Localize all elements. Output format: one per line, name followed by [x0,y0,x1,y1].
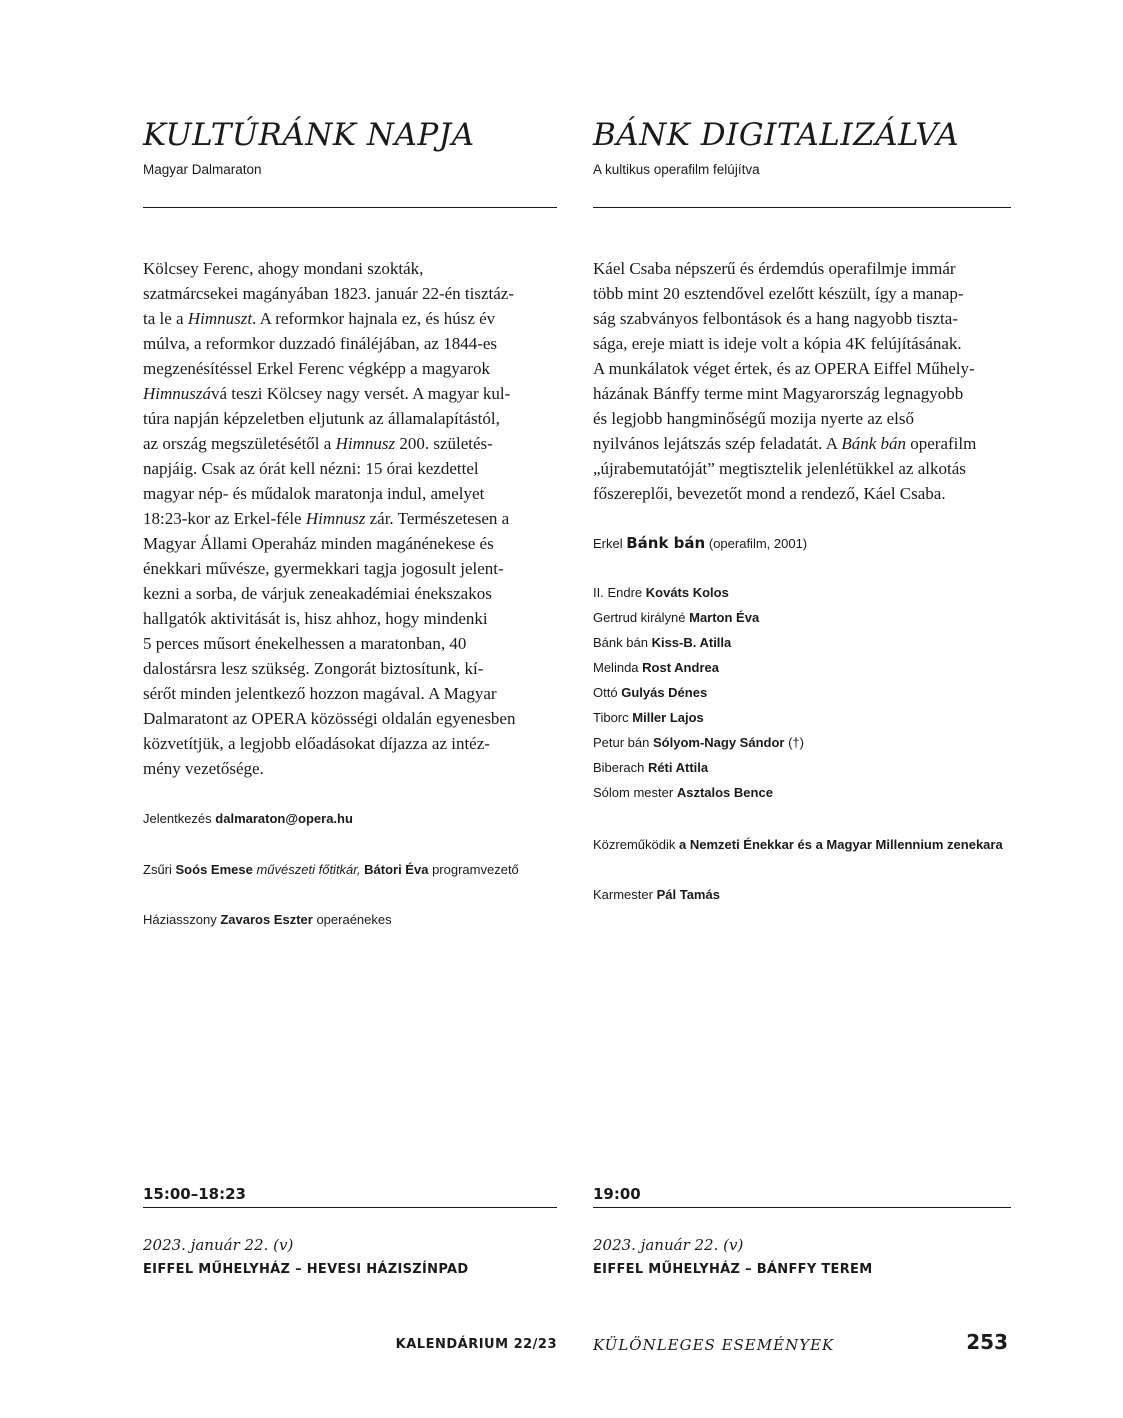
right-body-line: sága, ereje miatt is ideje volt a kópia 4K felújításának. [593,334,962,353]
left-body-line: magyar nép- és műdalok maratonja indul, amelyet [143,484,485,503]
right-top-divider [593,207,1011,208]
footer-calendar-label: KALENDÁRIUM 22/23 [395,1337,557,1352]
cast-row: Biberach Réti Attila [593,760,709,775]
left-body-line: 18:23-kor az Erkel-féle Himnusz zár. Természetesen a [143,509,510,528]
left-body-line: megzenésítéssel Erkel Ferenc végképp a magyarok [143,359,490,378]
left-event-time: 15:00–18:23 [143,1185,246,1203]
left-body-line: énekkari művésze, gyermekkari tagja jogosult jelent- [143,559,504,578]
right-body-text [593,256,1011,506]
left-body-line: ta le a Himnuszt. A reformkor hajnala ez, és húsz év [143,309,496,328]
cast-row: Melinda Rost Andrea [593,660,719,675]
left-body-line: sérőt minden jelentkező hozzon magával. A Magyar [143,684,497,703]
jury-member: Bátori Éva [364,862,429,877]
left-subtitle: Magyar Dalmaraton [143,162,262,177]
left-body-line: 5 perces műsort énekelhessen a maratonban, 40 [143,634,467,653]
signup-email-link[interactable]: dalmaraton@opera.hu [215,811,353,826]
left-body-line: Magyar Állami Operaház minden magánénekese és [143,534,494,553]
footer-section-label: KÜLÖNLEGES ESEMÉNYEK [593,1336,835,1354]
right-body-line: több mint 20 esztendővel ezelőtt készült, így a manap- [593,284,964,303]
left-body-line: dalostársra lesz szükség. Zongorát biztosítunk, kí- [143,659,484,678]
right-event-time: 19:00 [593,1185,641,1203]
conductor-name: Pál Tamás [656,887,720,902]
cast-row: Ottó Gulyás Dénes [593,685,708,700]
right-bottom-divider [593,1207,1011,1208]
left-body-line: Dalmaratont az OPERA közösségi oldalán egyenesben [143,709,516,728]
right-event-venue: EIFFEL MŰHELYHÁZ – BÁNFFY TEREM [593,1262,873,1277]
left-body-line: túra napján képzeletben eljutunk az államalapítástól, [143,409,500,428]
cast-row: Sólom mester Asztalos Bence [593,785,773,800]
left-event-date: 2023. január 22. (v) [143,1236,294,1254]
left-body-line: szatmárcsekei magányában 1823. január 22-én tisztáz- [143,284,515,303]
ensemble-info: Közreműködik a Nemzeti Énekkar és a Magyar Millennium zenekara [593,837,1003,852]
right-event-date: 2023. január 22. (v) [593,1236,744,1254]
right-body-line: nyilvános lejátszás szép feladatát. A Bánk bán operafilm [593,434,977,453]
cast-row: Gertrud királyné Marton Éva [593,610,760,625]
page-number: 253 [966,1330,1008,1354]
jury-info: Zsűri Soós Emese művészeti főtitkár, Bátori Éva programvezető [143,862,519,877]
cast-row: Tiborc Miller Lajos [593,710,704,725]
work-credit [593,534,807,552]
right-body-line: főszereplői, bevezetőt mond a rendező, Káel Csaba. [593,484,946,503]
cast-list [593,583,804,808]
left-body-line: hallgatók aktivitását is, hisz ahhoz, hogy mindenki [143,609,488,628]
host-info: Háziasszony Zavaros Eszter operaénekes [143,912,392,927]
right-body-line: A munkálatok véget értek, és az OPERA Eiffel Műhely- [593,359,975,378]
work-composer: Erkel [593,536,623,551]
left-body-line: Kölcsey Ferenc, ahogy mondani szokták, [143,259,424,278]
right-body-line: ság szabványos felbontások és a hang nagyobb tiszta- [593,309,958,328]
right-title: BÁNK DIGITALIZÁLVA [593,117,960,153]
cast-row: Bánk bán Kiss-B. Atilla [593,635,732,650]
left-body-line: Himnuszává teszi Kölcsey nagy versét. A magyar kul- [143,384,511,403]
ensemble-name: a Nemzeti Énekkar és a Magyar Millennium zenekara [679,837,1003,852]
left-body-line: az ország megszületésétől a Himnusz 200. születés- [143,434,493,453]
conductor-info: Karmester Pál Tamás [593,887,720,902]
signup-info [143,811,353,826]
left-body-line: közvetítjük, a legjobb előadásokat díjazza az intéz- [143,734,490,753]
cast-row: II. Endre Kováts Kolos [593,585,729,600]
left-title: KULTÚRÁNK NAPJA [143,117,475,153]
right-body-line: és legjobb hangminőségű mozija nyerte az első [593,409,915,428]
work-note: (operafilm, 2001) [708,536,808,551]
left-body-line: múlva, a reformkor duzzadó fináléjában, az 1844-es [143,334,498,353]
left-top-divider [143,207,557,208]
host-name: Zavaros Eszter [220,912,313,927]
right-body-line: házának Bánffy terme mint Magyarország legnagyobb [593,384,964,403]
left-body-line: mény vezetősége. [143,759,264,778]
jury-member: Soós Emese [175,862,253,877]
left-body-line: kezni a sorba, de várjuk zeneakadémiai énekszakos [143,584,492,603]
left-bottom-divider [143,1207,557,1208]
left-body-line: napjáig. Csak az órát kell nézni: 15 órai kezdettel [143,459,479,478]
work-title: Bánk bán [626,534,706,552]
right-body-line: Káel Csaba népszerű és érdemdús operafilmje immár [593,259,956,278]
left-event-venue: EIFFEL MŰHELYHÁZ – HEVESI HÁZISZÍNPAD [143,1262,469,1277]
left-body-text [143,256,557,781]
right-body-line: „újrabemutatóját” megtisztelik jelenlétükkel az alkotás [593,459,966,478]
cast-row: Petur bán Sólyom-Nagy Sándor (†) [593,735,804,750]
signup-label: Jelentkezés [143,811,212,826]
right-subtitle: A kultikus operafilm felújítva [593,162,760,177]
